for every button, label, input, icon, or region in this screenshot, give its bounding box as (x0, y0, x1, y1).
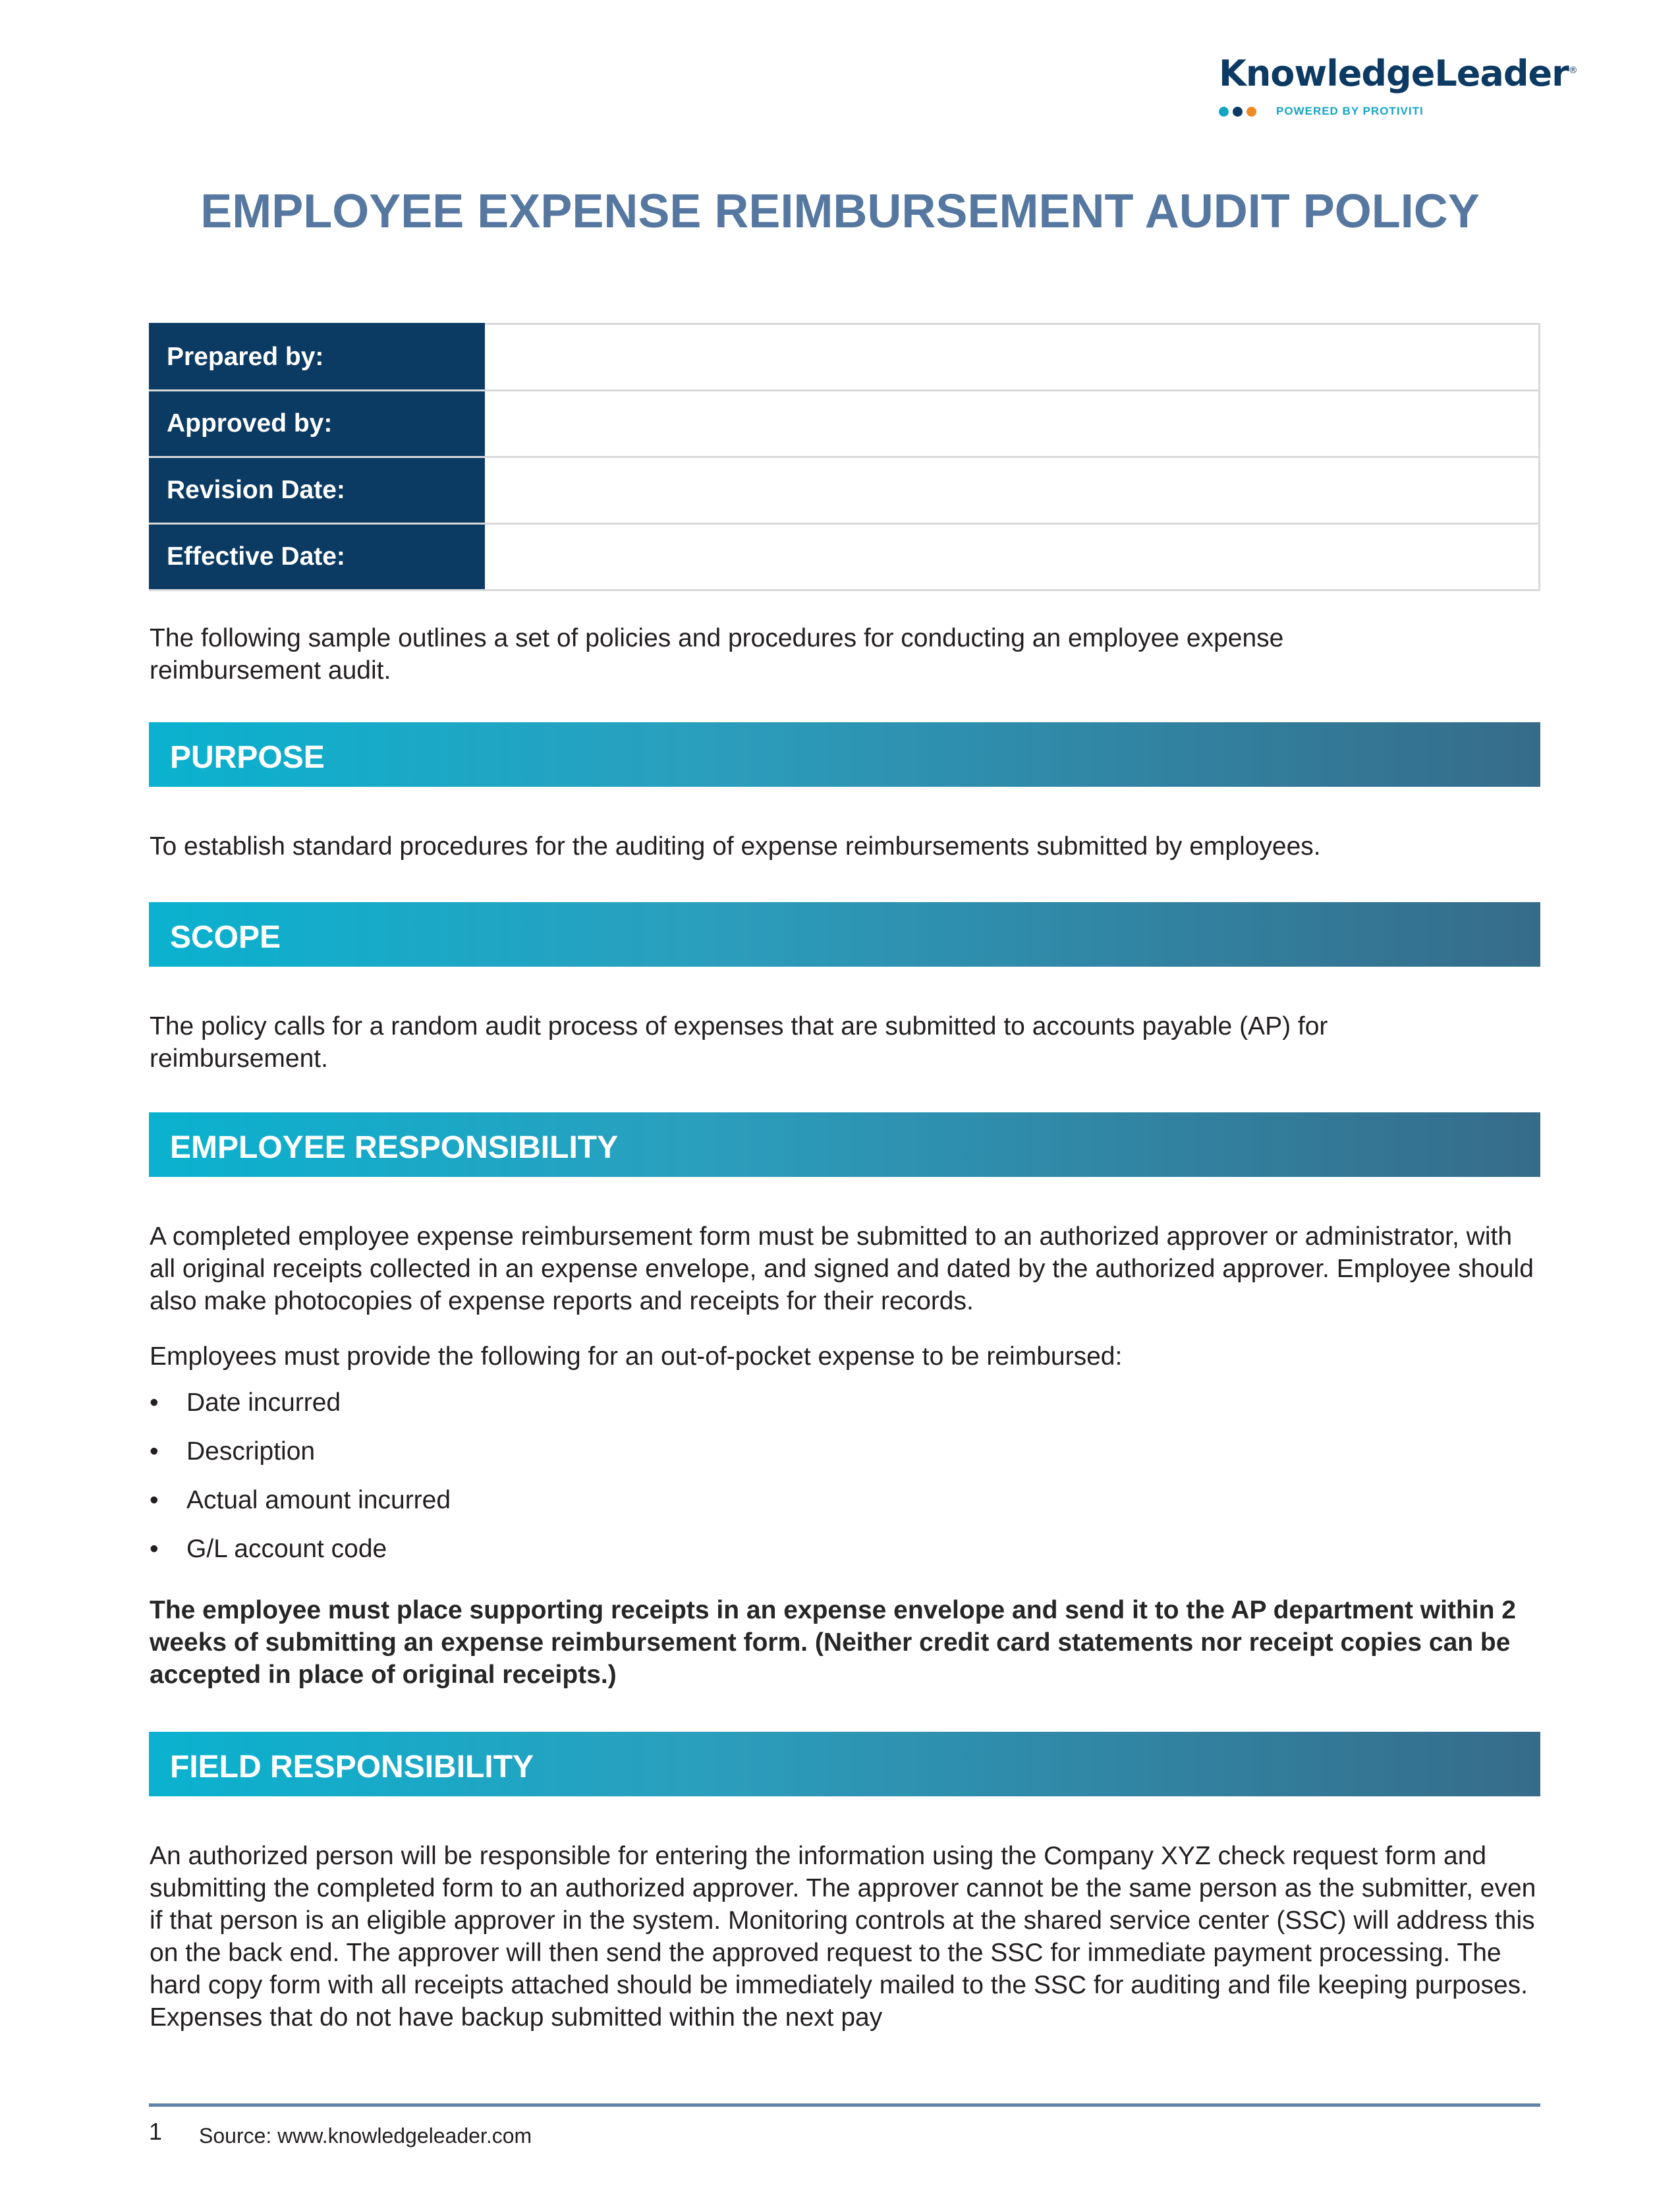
logo-tagline: POWERED BY PROTIVITI (1276, 105, 1424, 117)
list-item-text: Date incurred (186, 1388, 341, 1417)
purpose-paragraph: To establish standard procedures for the auditing of expense reimbursements submitted by employees. (150, 832, 1321, 861)
list-item-text: G/L account code (186, 1535, 387, 1563)
purpose-section-header (149, 722, 1540, 787)
approved-by-value (484, 391, 1540, 457)
prepared-by-value (484, 324, 1540, 391)
field-responsibility-section-header (149, 1732, 1540, 1796)
approved-by-label: Approved by: (150, 391, 484, 457)
knowledgeleader-logo (1219, 53, 1577, 132)
list-item (150, 1435, 451, 1484)
document-info-table (149, 323, 1540, 591)
bullet-icon: • (150, 1486, 159, 1514)
revision-date-label: Revision Date: (150, 457, 484, 524)
employee-requirements-intro: Employees must provide the following for an out-of-pocket expense to be reimbursed: (150, 1342, 1123, 1371)
logo-word-text: KnowledgeLeader (1219, 53, 1569, 94)
page-number: 1 (149, 2118, 163, 2145)
prepared-by-label: Prepared by: (150, 324, 484, 391)
employee-responsibility-section-header (149, 1112, 1540, 1177)
scope-heading: SCOPE (170, 920, 281, 955)
table-row (150, 324, 1540, 391)
list-item (150, 1484, 451, 1533)
footer-source: Source: www.knowledgeleader.com (199, 2124, 532, 2148)
expense-requirements-list (150, 1386, 451, 1582)
list-item (150, 1386, 451, 1435)
scope-paragraph: The policy calls for a random audit process of expenses that are submitted to accounts payable (AP) for reimbursement. (150, 1012, 1328, 1073)
revision-date-value (484, 457, 1540, 524)
bullet-icon: • (150, 1388, 159, 1417)
effective-date-value (484, 524, 1540, 590)
logo-dot-teal-icon (1219, 107, 1229, 117)
table-row (150, 391, 1540, 457)
field-responsibility-heading: FIELD RESPONSIBILITY (170, 1750, 534, 1784)
table-row (150, 457, 1540, 524)
bullet-icon: • (150, 1437, 159, 1466)
intro-paragraph: The following sample outlines a set of policies and procedures for conducting an employee expense reimbursement audit. (150, 624, 1284, 685)
table-row (150, 524, 1540, 590)
effective-date-label: Effective Date: (150, 524, 484, 590)
list-item-text: Actual amount incurred (186, 1486, 451, 1514)
logo-dot-orange-icon (1246, 107, 1256, 117)
bullet-icon: • (150, 1535, 159, 1563)
footer-divider (149, 2103, 1540, 2107)
logo-wordmark (1219, 53, 1577, 94)
logo-tagline-row (1219, 105, 1424, 118)
field-responsibility-paragraph: An authorized person will be responsible for entering the information using the Company XYZ check request form and submitting the completed form to an authorized approver. The approver cannot be the same person as the submitter, even if that person is an eligible approver in the system. Monitoring controls at the shared service center (SSC) will address this on the back end. The approver will then send the approved request to the SSC for immediate payment processing. The hard copy form with all receipts attached should be immediately mailed to the SSC for auditing and file keeping purposes. Expenses that do not have backup submitted within the next pay (150, 1842, 1536, 2032)
purpose-heading: PURPOSE (170, 740, 325, 775)
list-item-text: Description (186, 1437, 316, 1466)
logo-dot-navy-icon (1233, 107, 1243, 117)
logo-registered-mark: ® (1568, 65, 1577, 76)
document-title: EMPLOYEE EXPENSE REIMBURSEMENT AUDIT POLICY (200, 185, 1480, 238)
employee-responsibility-paragraph: A completed employee expense reimbursement form must be submitted to an authorized approver or administrator, with all original receipts collected in an expense envelope, and signed and dated by the authorized approver. Employee should also make photocopies of expense reports and receipts for their records. (150, 1222, 1534, 1315)
list-item (150, 1533, 451, 1582)
scope-section-header (149, 902, 1540, 967)
receipts-note-bold: The employee must place supporting receipts in an expense envelope and send it to the AP department within 2 weeks of submitting an expense reimbursement form. (Neither credit card statements nor receipt copies can be accepted in place of original receipts.) (150, 1596, 1516, 1689)
employee-responsibility-heading: EMPLOYEE RESPONSIBILITY (170, 1130, 619, 1165)
